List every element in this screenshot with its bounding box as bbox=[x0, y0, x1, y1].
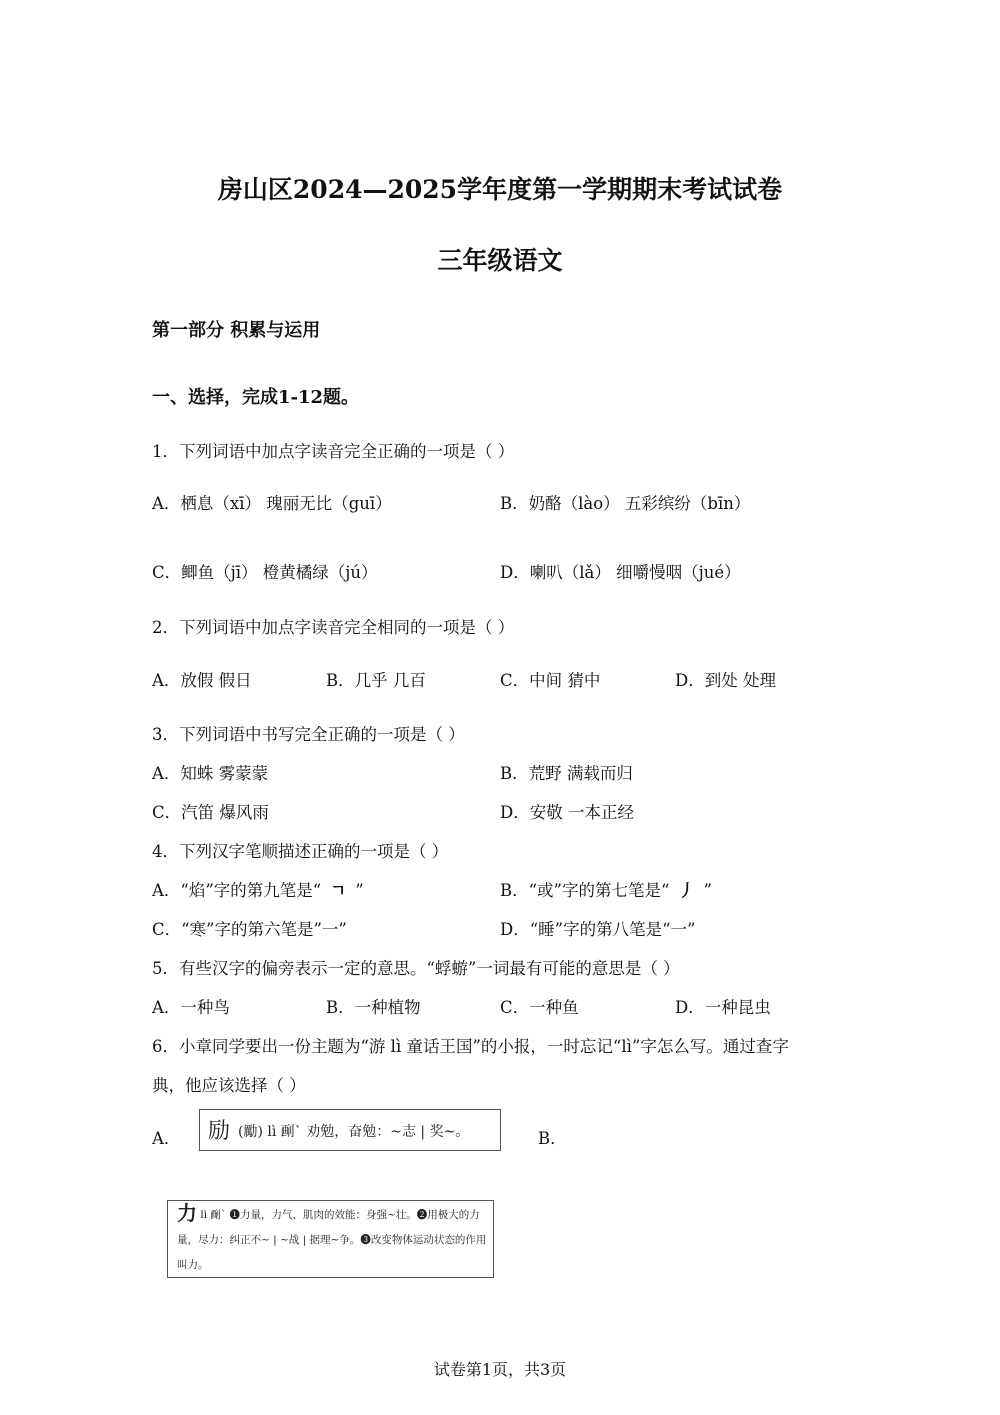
question-1-option-a: A．栖息（xī） 瑰丽无比（guī） bbox=[152, 494, 392, 513]
question-3-option-b: B．荒野 满载而归 bbox=[500, 764, 633, 783]
option-b-text: B．“或”字的第七笔是“ bbox=[500, 881, 670, 900]
option-a-close-quote: ” bbox=[355, 881, 364, 900]
dictionary-definition: lì 㓰ˋ ❶力量，力气，肌肉的效能：身强~壮。❷用极大的力量，尽力：纠正不~ | ~战 | 据理~争。❸改变物体运动状态的作用叫力。 bbox=[177, 1209, 487, 1271]
section-heading: 一、选择，完成1-12题。 bbox=[152, 387, 360, 408]
part-heading: 第一部分 积累与运用 bbox=[152, 320, 321, 341]
page-footer: 试卷第1页，共3页 bbox=[433, 1360, 567, 1379]
question-6-stem-line1: 6．小章同学要出一份主题为“游 lì 童话王国”的小报，一时忘记“lì”字怎么写。通过查字 bbox=[152, 1037, 789, 1056]
dictionary-entry-body bbox=[177, 1201, 489, 1278]
question-6-option-b-label: B． bbox=[538, 1129, 567, 1148]
question-2-stem: 2．下列词语中加点字读音完全相同的一项是（ ） bbox=[152, 618, 515, 637]
exam-subtitle: 三年级语文 bbox=[437, 246, 563, 275]
question-4-option-b bbox=[500, 877, 712, 901]
question-3-option-a: A．知蛛 雾蒙蒙 bbox=[152, 764, 269, 783]
dictionary-entry-li-force bbox=[167, 1200, 494, 1278]
question-2-option-d: D．到处 处理 bbox=[675, 671, 776, 690]
question-1-option-b: B．奶酪（lào） 五彩缤纷（bīn） bbox=[500, 494, 751, 513]
dictionary-headword: 励 bbox=[208, 1119, 231, 1144]
question-5-option-b: B．一种植物 bbox=[326, 998, 421, 1017]
dictionary-entry-li-encourage bbox=[199, 1109, 501, 1151]
question-1-stem: 1．下列词语中加点字读音完全正确的一项是（ ） bbox=[152, 442, 515, 461]
stroke-glyph-a: ㄱ bbox=[330, 881, 347, 900]
question-5-stem: 5．有些汉字的偏旁表示一定的意思。“蜉蝣”一词最有可能的意思是（ ） bbox=[152, 959, 680, 978]
stroke-glyph-b: 丿 bbox=[678, 881, 695, 900]
question-2-option-a: A．放假 假日 bbox=[152, 671, 252, 690]
exam-title: 房山区2024—2025学年度第一学期期末考试试卷 bbox=[217, 175, 783, 204]
question-5-option-a: A．一种鸟 bbox=[152, 998, 230, 1017]
question-4-option-d: D．“睡”字的第八笔是“一” bbox=[500, 920, 696, 939]
question-6-option-a-label: A． bbox=[152, 1129, 181, 1148]
dictionary-definition: (勵) lì 㓰ˋ 劝勉，奋勉：~志 | 奖~。 bbox=[238, 1124, 470, 1140]
question-2-option-b: B．几乎 几百 bbox=[326, 671, 426, 690]
question-3-stem: 3．下列词语中书写完全正确的一项是（ ） bbox=[152, 725, 465, 744]
question-3-option-d: D．安敬 一本正经 bbox=[500, 803, 634, 822]
question-5-option-c: C．一种鱼 bbox=[500, 998, 579, 1017]
question-1-option-c: C．鲫鱼（jī） 橙黄橘绿（jú） bbox=[152, 563, 378, 582]
question-4-option-a bbox=[152, 877, 364, 901]
question-6-stem-line2: 典，他应该选择（ ） bbox=[152, 1076, 306, 1095]
question-5-option-d: D．一种昆虫 bbox=[675, 998, 771, 1017]
question-4-stem: 4．下列汉字笔顺描述正确的一项是（ ） bbox=[152, 842, 449, 861]
question-2-option-c: C．中间 猜中 bbox=[500, 671, 601, 690]
option-b-close-quote: ” bbox=[703, 881, 712, 900]
dictionary-headword: 力 bbox=[177, 1201, 197, 1225]
option-a-text: A．“焰”字的第九笔是“ bbox=[152, 881, 322, 900]
question-3-option-c: C．汽笛 爆风雨 bbox=[152, 803, 269, 822]
question-4-option-c: C．“寒”字的第六笔是”一” bbox=[152, 920, 347, 939]
question-1-option-d: D．喇叭（lǎ） 细嚼慢咽（jué） bbox=[500, 563, 741, 582]
